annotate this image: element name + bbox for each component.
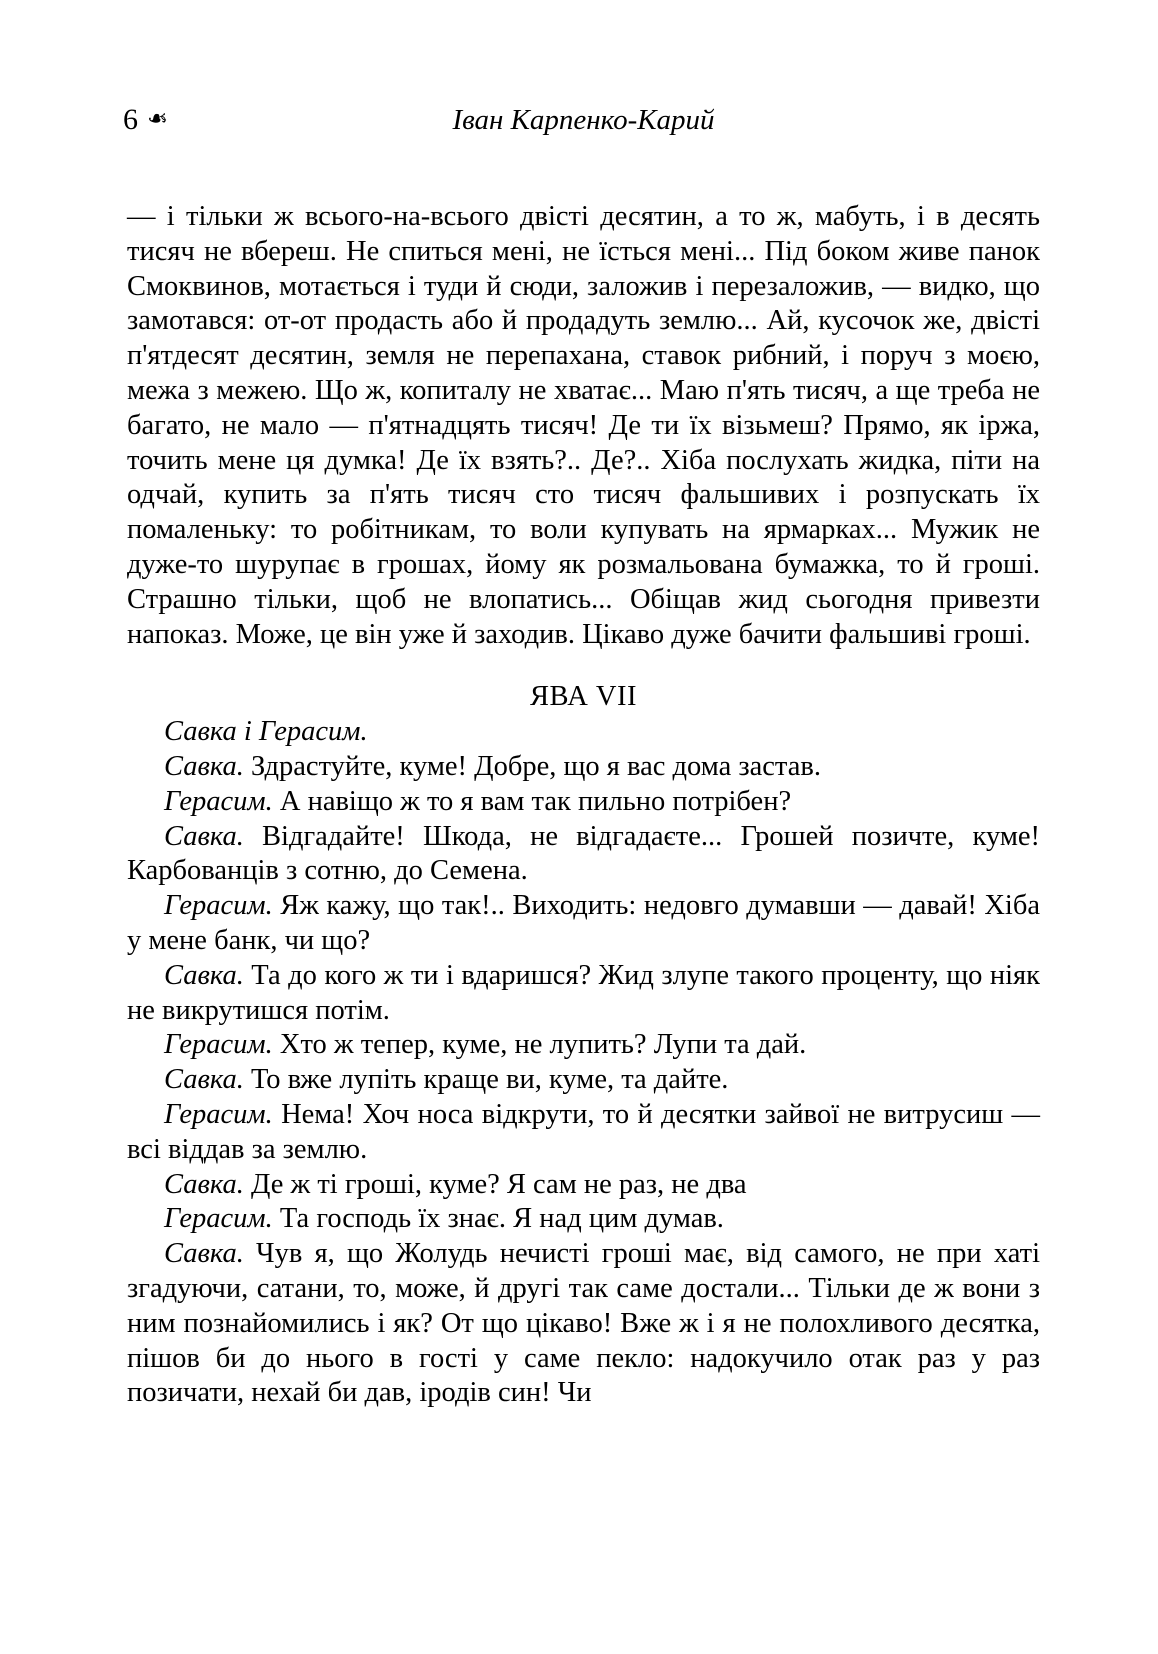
running-title: Іван Карпенко-Карий <box>452 104 715 136</box>
running-head <box>123 102 1040 140</box>
speaker-name: Герасим. <box>164 1029 273 1061</box>
speaker-name: Савка. <box>164 750 244 782</box>
scene-heading: ЯВА VII <box>530 681 637 713</box>
dialogue-text: Нема! Хоч носа відкрути, то й десятки зайвої не витрусиш — всі віддав за землю. <box>127 1098 1040 1165</box>
dialogue-paragraph <box>127 750 1040 785</box>
dialogue-paragraph <box>127 889 1040 959</box>
dialogue-paragraph <box>127 820 1040 890</box>
text-block <box>127 200 1040 1411</box>
speaker-name: Савка. <box>164 1064 244 1096</box>
dialogue-text: Та до кого ж ти і вдаришся? Жид злупе такого проценту, що ніяк не викрутишся потім. <box>127 959 1040 1026</box>
fleuron-ornament-icon: ❧ <box>146 106 168 133</box>
speaker-name: Герасим. <box>164 1098 273 1130</box>
speaker-name: Савка. <box>164 1168 244 1200</box>
dialogue-paragraph <box>127 785 1040 820</box>
dialogue-text: Чув я, що Жолудь нечисті гроші має, від самого, не при хаті згадуючи, сатани, то, може, й другі так саме достали... Тільки де ж вони з ним познайомились і як? От що цікаво! Вже ж і я не полохливого десятка, пішов би до нього в гості у саме пекло: надокучило отак раз у раз позичати, нехай би дав, іродів син! Чи <box>127 1238 1040 1409</box>
dialogue-paragraph <box>127 959 1040 1029</box>
speaker-name: Герасим. <box>164 1203 273 1235</box>
speaker-name: Савка. <box>164 820 244 852</box>
speaker-name: Савка. <box>164 1238 244 1270</box>
dialogue-paragraph <box>127 1202 1040 1237</box>
dialogue-paragraph <box>127 1028 1040 1063</box>
dialogue-text: А навіщо ж то я вам так пильно потрібен? <box>272 785 792 817</box>
dialogue-paragraph <box>127 1237 1040 1411</box>
dialogue-text: Яж кажу, що так!.. Виходить: недовго думавши — давай! Хіба у мене банк, чи що? <box>127 890 1040 956</box>
speaker-name: Савка. <box>164 959 244 991</box>
speaker-name: Герасим. <box>164 890 273 922</box>
dialogue-text: То вже лупіть краще ви, куме, та дайте. <box>243 1064 729 1096</box>
dialogue-paragraph <box>127 1063 1040 1098</box>
dialogue-text: Відгадайте! Шкода, не відгадаєте... Грошей позичте, куме! Карбованців з сотню, до Семена. <box>127 820 1040 887</box>
dialogue-text: Де ж ті гроші, куме? Я сам не раз, не два <box>243 1168 747 1200</box>
dialogue-paragraph <box>127 1168 1040 1203</box>
cast-line: Савка і Герасим. <box>164 716 368 748</box>
dialogue-text: Хто ж тепер, куме, не лупить? Лупи та дай. <box>272 1029 807 1061</box>
dialogue-text: Та господь їх знає. Я над цим думав. <box>272 1203 724 1235</box>
page-number-block <box>123 102 168 140</box>
speaker-name: Герасим. <box>164 785 273 817</box>
opening-paragraph: — і тільки ж всього-на-всього двісті десятин, а то ж, мабуть, і в десять тисяч не вбереш. Не спиться мені, не їсться мені... Під боком живе панок Смоквинов, мотається і туди й сюди, заложив і перезаложив, — видко, що замотався: от-от продасть або й продадуть землю... Ай, кусочок же, двісті п'ятдесят десятин, земля не перепахана, ставок рибний, і поруч з моєю, межа з межею. Що ж, копиталу не хватає... Маю п'ять тисяч, а ще треба не багато, не мало — п'ятнадцять тисяч! Де ти їх візьмеш? Прямо, як іржа, точить мене ця думка! Де їх взять?.. Де?.. Хіба послухать жидка, піти на одчай, купить за п'ять тисяч сто тисяч фальшивих і розпускать їх помаленьку: то робітникам, то воли купувать на ярмарках... Мужик не дуже-то шурупає в грошах, йому як розмальована бумажка, то й гроші. Страшно тільки, щоб не влопатись... Обіщав жид сьогодня привезти напоказ. Може, це він уже й заходив. Цікаво дуже бачити фальшиві гроші. <box>127 201 1040 650</box>
dialogue-text: Здрастуйте, куме! Добре, що я вас дома застав. <box>243 750 821 782</box>
page-number: 6 <box>123 103 139 136</box>
dialogue-paragraph <box>127 1098 1040 1168</box>
dialogue-section <box>127 750 1040 1411</box>
